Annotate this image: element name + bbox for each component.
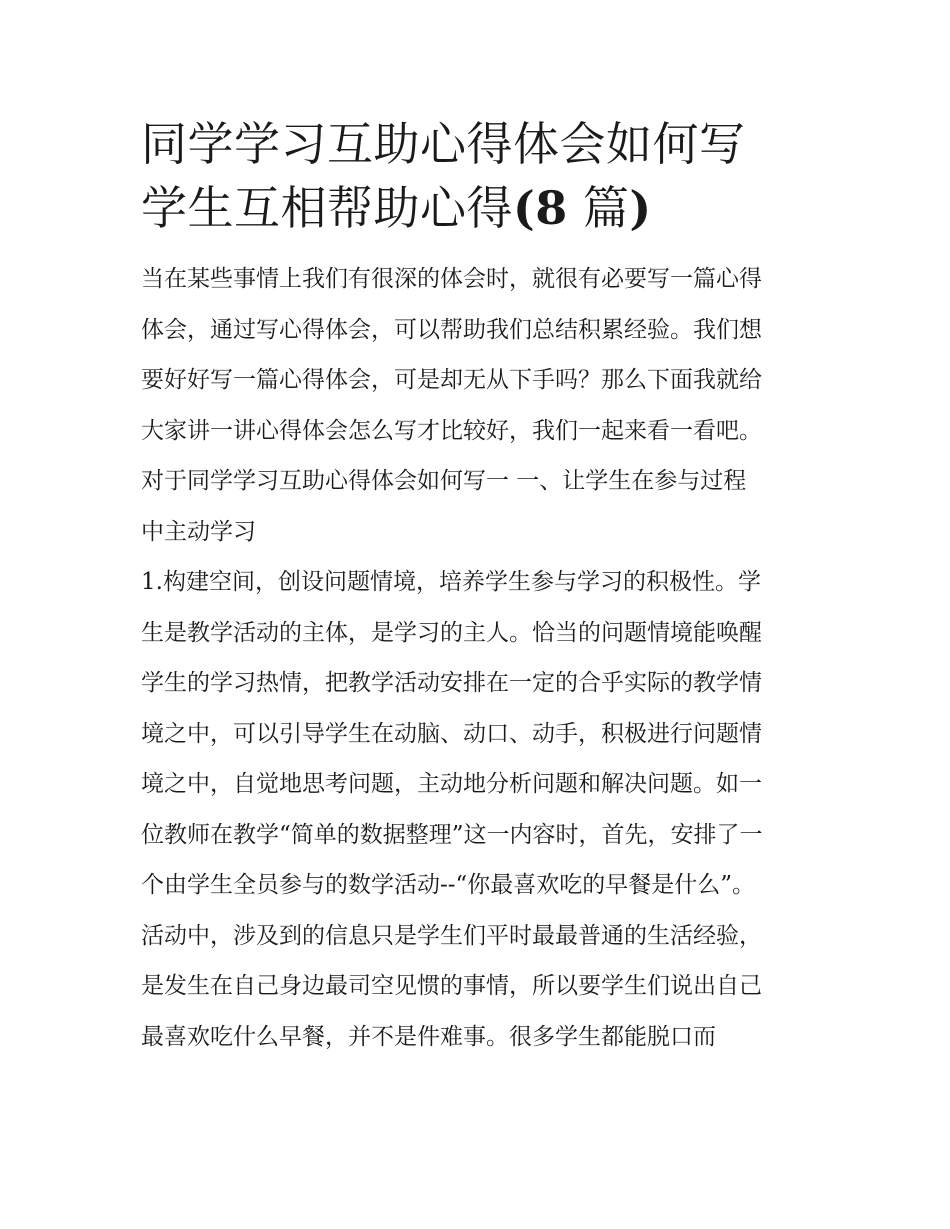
document-content [141, 112, 821, 1062]
intro-line: 中主动学习 [141, 518, 256, 545]
section-1-line: 位教师在教学“简单的数据整理”这一内容时，首先，安排了一 [141, 821, 763, 848]
title-count-close: ) [629, 181, 652, 235]
title-line-2 [141, 176, 821, 240]
intro-line: 体会，通过写心得体会，可以帮助我们总结积累经验。我们想 [141, 316, 762, 343]
title-count-unit: 篇 [582, 181, 630, 235]
section-1-line: 活动中，涉及到的信息只是学生们平时最最普通的生活经验， [141, 922, 762, 949]
document-title [141, 112, 821, 240]
intro-line: 当在某些事情上我们有很深的体会时，就很有必要写一篇心得 [141, 266, 762, 292]
section-1-line: 1.构建空间，创设问题情境，培养学生参与学习的积极性。学 [141, 569, 761, 595]
section-1-line: 个由学生全员参与的数学活动--“你最喜欢吃的早餐是什么”。 [141, 872, 756, 898]
title-count-open: (8 [513, 181, 568, 235]
section-1-line: 是发生在自己身边最司空见惯的事情，所以要学生们说出自己 [141, 973, 762, 999]
section-1-line: 生是教学活动的主体，是学习的主人。恰当的问题情境能唤醒 [141, 619, 762, 646]
section-1-line: 境之中，自觉地思考问题，主动地分析问题和解决问题。如一 [141, 771, 762, 797]
intro-paragraph [141, 254, 821, 557]
intro-line: 对于同学学习互助心得体会如何写一 一、让学生在参与过程 [141, 468, 747, 494]
section-1-paragraph [141, 557, 821, 1062]
section-1-line: 学生的学习热情，把教学活动安排在一定的合乎实际的教学情 [141, 670, 762, 696]
intro-line: 大家讲一讲心得体会怎么写才比较好，我们一起来看一看吧。 [141, 417, 762, 444]
section-1-line: 最喜欢吃什么早餐，并不是件难事。很多学生都能脱口而 [141, 1023, 716, 1050]
section-1-line: 境之中，可以引导学生在动脑、动口、动手，积极进行问题情 [141, 720, 762, 747]
intro-line: 要好好写一篇心得体会，可是却无从下手吗？那么下面我就给 [141, 367, 762, 393]
document-body [141, 254, 821, 1062]
title-line-2-text: 学生互相帮助心得 [141, 181, 513, 235]
title-line-1: 同学学习互助心得体会如何写 [141, 117, 746, 171]
